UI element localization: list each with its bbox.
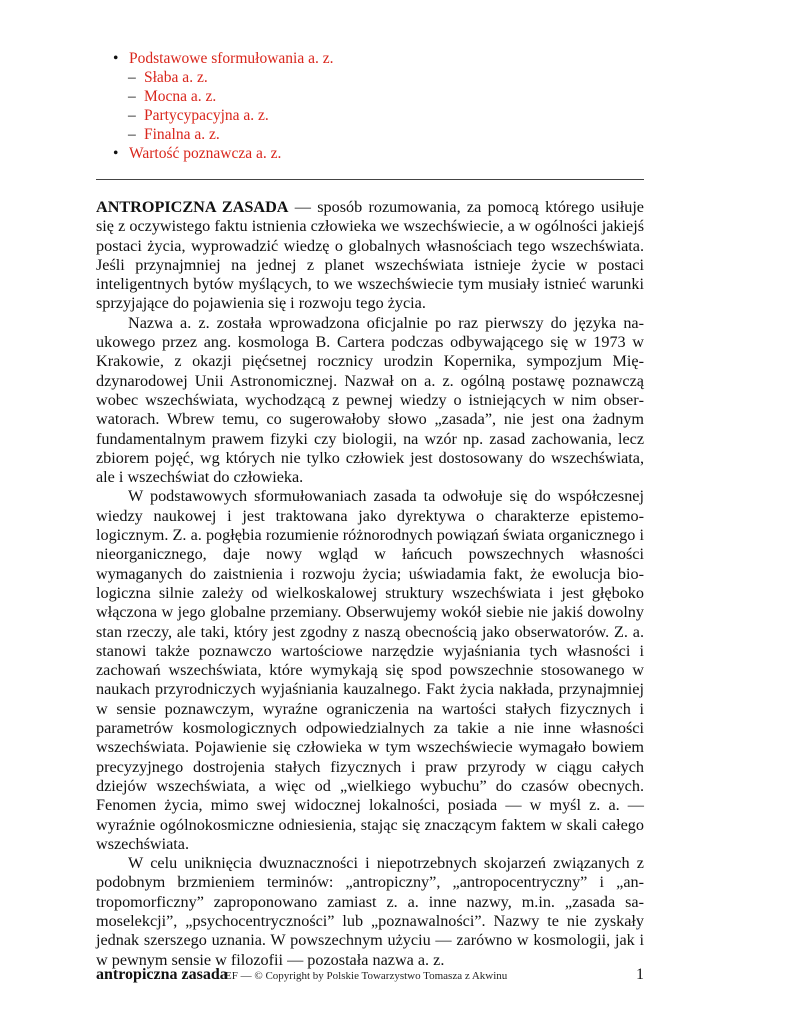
toc-item [113,87,333,106]
toc-item [113,125,333,144]
toc-item [113,68,333,87]
toc-item [113,49,333,68]
table-of-contents [113,49,333,164]
entry-term: ANTROPICZNA ZASADA [96,198,289,216]
definition-text: — sposób rozumowania, za pomocą którego usiłuje się z oczywistego faktu istnienia człowieka we wszechświecie, a w ogólności jakiejś postaci życia, wyprowadzić wiedzę o globalnych własnościach tego wszechświata. Jeśli przynajmniej na jednej z planet wszechświata istnieje życie w postaci inteligentnych bytów myślących, to we wszechświecie tym musiały istnieć warunki sprzyjające do pojawienia się i rozwoju tego życia. [96,198,644,313]
paragraph [96,198,644,314]
copyright-notice: EF — © Copyright by Polskie Towarzystwo Tomasza z Akwinu [225,970,508,982]
page-footer [96,966,644,986]
article-body [96,198,644,970]
paragraph: Nazwa a. z. została wprowadzona oficjalnie po raz pierwszy do języka naukowego przez ang. kosmologa B. Cartera podczas odbywającego się w 1973 w Krakowie, z okazji pięćsetnej rocznicy urodzin Kopernika, sympozjum Międzynarodowej Unii Astronomicznej. Nazwał on a. z. ogólną postawę poznawczą wobec wszechświata, wychodzącą z pewnej wiedzy o istniejących w nim obserwatorach. Wbrew temu, co sugerowałoby słowo „zasada”, nie jest ona żadnym fundamentalnym prawem fizyki czy biologii, na wzór np. zasad zachowania, lecz zbiorem pojęć, wg których nie tylko człowiek jest dostosowany do wszechświata, ale i wszechświat do człowieka. [96,313,644,487]
horizontal-divider [96,179,644,180]
toc-item [113,144,333,163]
toc-item [113,106,333,125]
toc-link-podstawowe-sformulowania[interactable]: Podstawowe sformułowania a. z. [129,50,334,67]
bullet-marker: • [113,50,119,67]
bullet-marker: • [113,145,119,163]
paragraph: W podstawowych sformułowaniach zasada ta odwołuje się do współczesnej wiedzy naukowej i jest traktowana jako dyrektywa o charakterze epistemologicznym. Z. a. pogłębia rozumienie różnorodnych powiązań świata organicznego i nieorganicznego, daje nowy wgląd w łańcuch powszechnych własności wymaganych do zaistnienia i rozwoju życia; uświadamia fakt, że ewolucja biologiczna silnie zależy od wielkoskalowej struktury wszechświata i jest głęboko włączona w jego globalne przemiany. Obserwujemy wokół siebie nie jakiś dowolny stan rzeczy, ale taki, który jest zgodny z naszą obecnością jako obserwatorów. Z. a. stanowi także poznawczo wartościowe narzędzie wyjaśniania tych własności i zachowań wszechświata, które wymykają się spod powszechnie stosowanego w naukach przyrodniczych wyjaśniania kauzalnego. Fakt życia nakłada, przynajmniej w sensie poznawczym, wyraźne ograniczenia na wartości stałych fizycznych i parametrów kosmologicznych odpowiedzialnych za takie a nie inne własności wszechświata. Pojawienie się człowieka w tym wszechświecie wymagało bowiem precyzyjnego dostrojenia stałych fizycznych i praw przyrody w ciągu całych dziejów wszechświata, a więc od „wielkiego wybuchu” do czasów obecnych. Fenomen życia, mimo swej widocznej lokalności, posiada — w myśl z. a. — wyraźnie ogólnokosmiczne odniesienia, stając się znaczącym faktem w skali całego wszechświata. [96,487,644,853]
toc-link-wartosc-poznawcza[interactable]: Wartość poznawcza a. z. [129,145,282,163]
footer-entry-term: antropiczna zasada [96,966,228,983]
dash-marker: – [128,107,136,125]
dash-marker: – [128,126,136,144]
toc-link-slaba[interactable]: Słaba a. z. [144,69,208,87]
dash-marker: – [128,69,136,87]
toc-link-finalna[interactable]: Finalna a. z. [144,126,220,144]
toc-link-partycypacyjna[interactable]: Partycypacyjna a. z. [144,107,269,125]
paragraph: W celu uniknięcia dwuznaczności i niepotrzebnych skojarzeń związanych z podobnym brzmieniem terminów: „antropiczny”, „antropocentryczny” i „antropomorficzny” zaproponowano zamiast z. a. inne nazwy, m.in. „zasada samoselekcji”, „psychocentryczności” lub „poznawalności”. Nazwy te nie zyskały jednak szerszego uznania. W powszechnym użyciu — zarówno w kosmologii, jak i w pewnym sensie w filozofii — pozostała nazwa a. z. [96,854,644,969]
toc-link-mocna[interactable]: Mocna a. z. [144,88,217,106]
page-number: 1 [636,966,644,983]
dash-marker: – [128,88,136,106]
